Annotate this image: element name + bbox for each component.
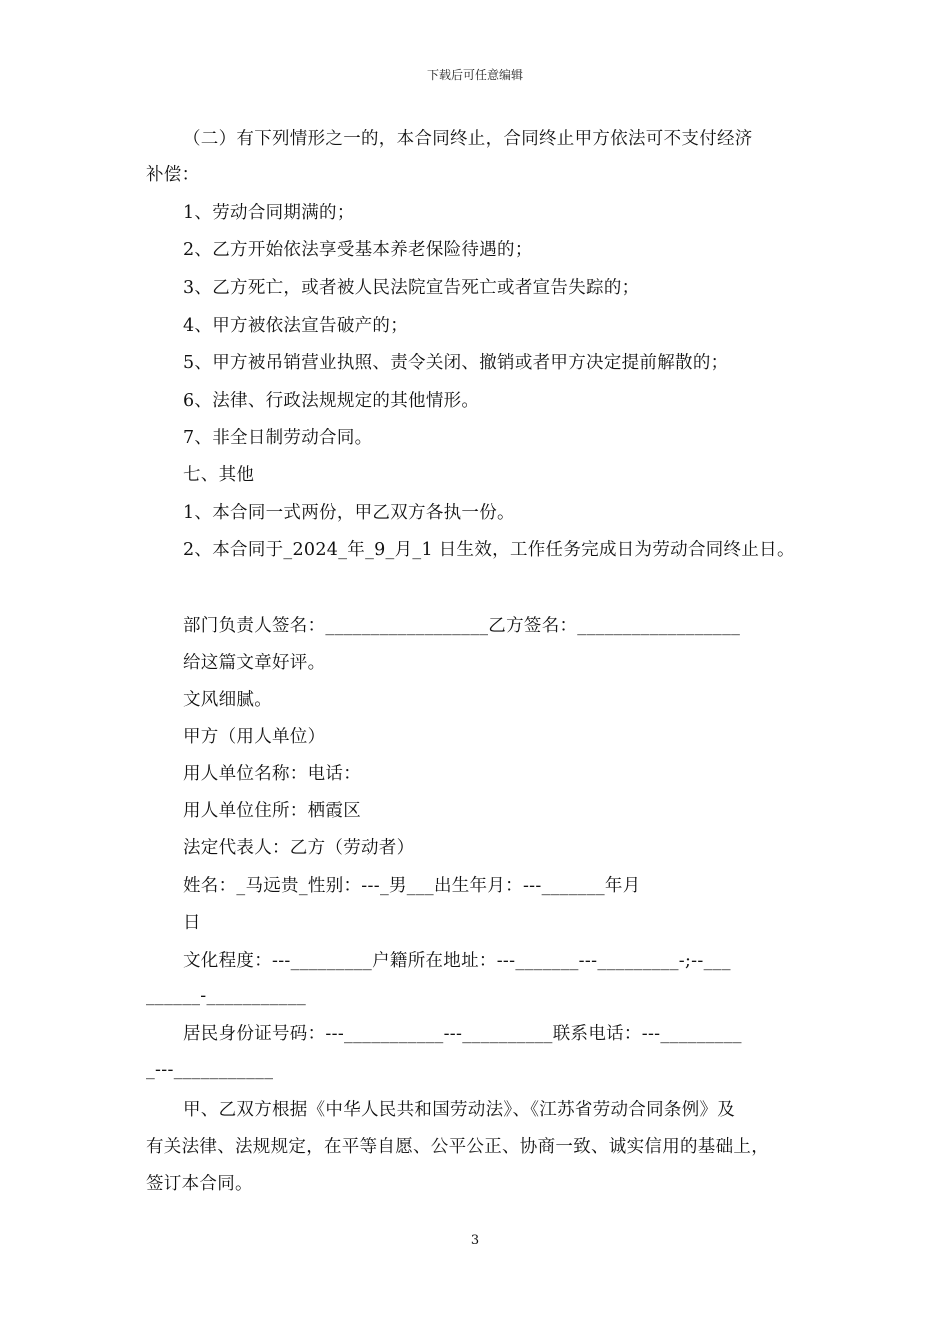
clause-2-heading: （二）有下列情形之一的，本合同终止，合同终止甲方依法可不支付经济 — [183, 129, 753, 149]
preamble-paragraph-end: 签订本合同。 — [146, 1174, 253, 1194]
list-item: 1、本合同一式两份，甲乙双方各执一份。 — [183, 503, 515, 523]
legal-rep-field: 法定代表人：乙方（劳动者） — [183, 838, 415, 858]
list-item: 6、法律、行政法规规定的其他情形。 — [183, 391, 480, 411]
preamble-paragraph: 甲、乙双方根据《中华人民共和国劳动法》、《江苏省劳动合同条例》及 — [183, 1100, 736, 1120]
header-note: 下载后可任意编辑 — [426, 68, 523, 82]
education-household-field: 文化程度：---_________户籍所在地址：---_______---_________-;--___ — [183, 951, 731, 971]
list-item: 1、劳动合同期满的； — [183, 203, 355, 223]
list-item: 3、乙方死亡，或者被人民法院宣告死亡或者宣告失踪的； — [183, 278, 640, 298]
name-gender-birth-field: 姓名：_马远贵_性别：---_男___出生年月：---_______年月 — [183, 876, 641, 896]
list-item: 4、甲方被依法宣告破产的； — [183, 316, 409, 336]
employer-name-field: 用人单位名称：电话： — [183, 764, 361, 784]
party-a-heading: 甲方（用人单位） — [183, 727, 326, 747]
section-heading-other: 七、其他 — [183, 465, 255, 485]
name-gender-birth-field-cont: 日 — [183, 913, 201, 933]
list-item: 7、非全日制劳动合同。 — [183, 428, 373, 448]
signature-line: 部门负责人签名：__________________乙方签名：__________________ — [183, 616, 741, 636]
employer-address-field: 用人单位住所：栖霞区 — [183, 801, 361, 821]
list-item: 2、乙方开始依法享受基本养老保险待遇的； — [183, 240, 533, 260]
id-phone-field: 居民身份证号码：---___________---__________联系电话：---_________ — [183, 1024, 742, 1044]
preamble-paragraph-cont: 有关法律、法规规定，在平等自愿、公平公正、协商一致、诚实信用的基础上， — [146, 1137, 769, 1157]
page-number: 3 — [470, 1233, 480, 1248]
list-item: 2、本合同于_2024_年_9_月_1 日生效，工作任务完成日为劳动合同终止日。 — [183, 540, 795, 560]
education-household-field-cont: ______-___________ — [146, 986, 307, 1006]
id-phone-field-cont: _---___________ — [146, 1060, 274, 1080]
paragraph: 给这篇文章好评。 — [183, 653, 326, 673]
clause-2-heading-cont: 补偿： — [146, 165, 200, 185]
list-item: 5、甲方被吊销营业执照、责令关闭、撤销或者甲方决定提前解散的； — [183, 353, 729, 373]
paragraph: 文风细腻。 — [183, 690, 272, 710]
